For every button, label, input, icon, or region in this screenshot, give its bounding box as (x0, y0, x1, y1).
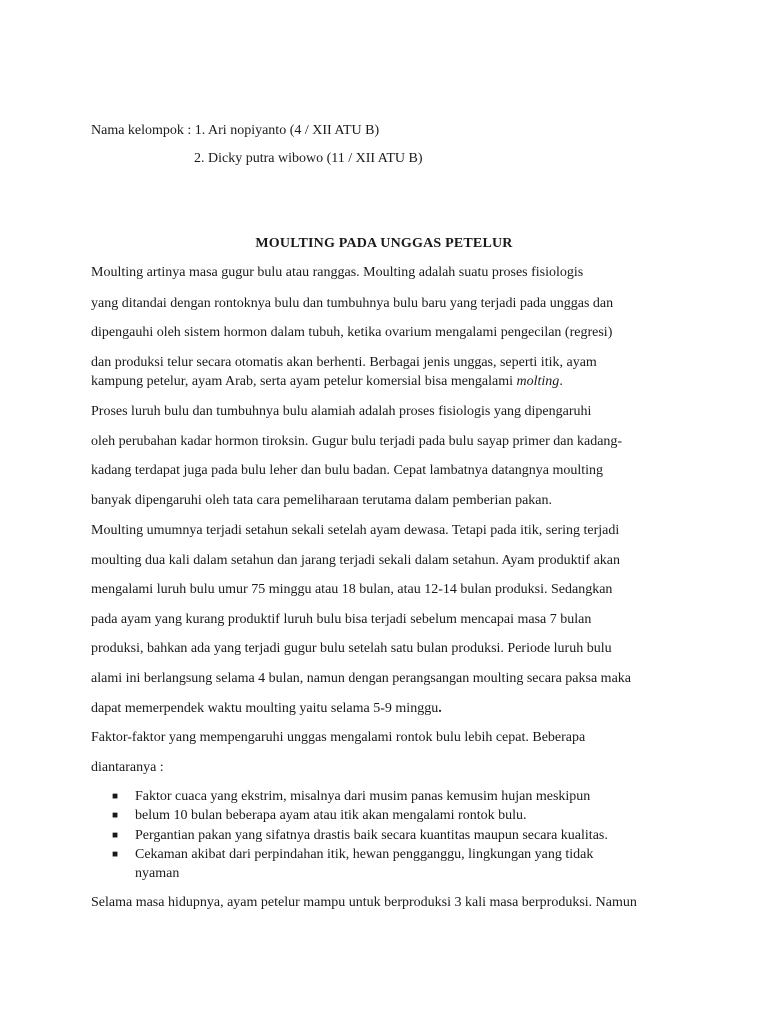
document-title: MOULTING PADA UNGGAS PETELUR (255, 236, 513, 251)
paragraph-1-line-5-end: . (559, 374, 563, 389)
paragraph-5-line-1: Selama masa hidupnya, ayam petelur mampu untuk berproduksi 3 kali masa berproduksi. Namun (91, 895, 637, 910)
paragraph-1-line-4: dan produksi telur secara otomatis akan berhenti. Berbagai jenis unggas, seperti itik, ayam (91, 355, 597, 370)
bullet-icon: ■ (112, 810, 119, 821)
paragraph-3-line-7-end: . (438, 701, 442, 716)
bullet-item-2: belum 10 bulan beberapa ayam atau itik akan mengalami rontok bulu. (135, 808, 527, 823)
paragraph-3-line-1: Moulting umumnya terjadi setahun sekali setelah ayam dewasa. Tetapi pada itik, sering terjadi (91, 523, 620, 538)
paragraph-2-line-2: oleh perubahan kadar hormon tiroksin. Gugur bulu terjadi pada bulu sayap primer dan kadang- (91, 434, 623, 449)
paragraph-3-line-3: mengalami luruh bulu umur 75 minggu atau 18 bulan, atau 12-14 bulan produksi. Sedangkan (91, 582, 613, 597)
molting-italic: molting (516, 374, 560, 389)
bullet-item-1: Faktor cuaca yang ekstrim, misalnya dari musim panas kemusim hujan meskipun (135, 789, 591, 804)
paragraph-1-line-1: Moulting artinya masa gugur bulu atau ranggas. Moulting adalah suatu proses fisiologis (91, 265, 584, 280)
paragraph-2-line-4: banyak dipengaruhi oleh tata cara pemeliharaan terutama dalam pemberian pakan. (91, 493, 553, 508)
bullet-item-4-continued: nyaman (135, 866, 180, 881)
paragraph-1-line-5 (91, 374, 563, 390)
paragraph-4-line-2: diantaranya : (91, 760, 164, 775)
paragraph-3-line-5: produksi, bahkan ada yang terjadi gugur bulu setelah satu bulan produksi. Periode luruh bulu (91, 641, 612, 656)
paragraph-4-line-1: Faktor-faktor yang mempengaruhi unggas mengalami rontok bulu lebih cepat. Beberapa (91, 730, 586, 745)
paragraph-2-line-1: Proses luruh bulu dan tumbuhnya bulu alamiah adalah proses fisiologis yang dipengaruhi (91, 404, 592, 419)
paragraph-1-line-5-text: kampung petelur, ayam Arab, serta ayam petelur komersial bisa mengalami (91, 374, 517, 389)
paragraph-3-line-2: moulting dua kali dalam setahun dan jarang terjadi sekali dalam setahun. Ayam produktif akan (91, 553, 621, 568)
group-members-line-1: Nama kelompok : 1. Ari nopiyanto (4 / XII ATU B) (91, 123, 380, 138)
paragraph-3-line-7-text: dapat memerpendek waktu moulting yaitu selama 5-9 minggu (91, 701, 439, 716)
bullet-icon: ■ (112, 830, 119, 841)
bullet-item-4: Cekaman akibat dari perpindahan itik, hewan pengganggu, lingkungan yang tidak (135, 847, 594, 862)
paragraph-3-line-7 (91, 701, 442, 717)
bullet-item-3: Pergantian pakan yang sifatnya drastis baik secara kuantitas maupun secara kualitas. (135, 828, 608, 843)
paragraph-2-line-3: kadang terdapat juga pada bulu leher dan bulu badan. Cepat lambatnya datangnya moulting (91, 463, 603, 478)
bullet-icon: ■ (112, 791, 119, 802)
paragraph-3-line-6: alami ini berlangsung selama 4 bulan, namun dengan perangsangan moulting secara paksa maka (91, 671, 631, 686)
paragraph-3-line-4: pada ayam yang kurang produktif luruh bulu bisa terjadi sebelum mencapai masa 7 bulan (91, 612, 592, 627)
bullet-icon: ■ (112, 849, 119, 860)
paragraph-1-line-3: dipengauhi oleh sistem hormon dalam tubuh, ketika ovarium mengalami pengecilan (regresi) (91, 325, 613, 340)
paragraph-1-line-2: yang ditandai dengan rontoknya bulu dan tumbuhnya bulu baru yang terjadi pada unggas dan (91, 296, 614, 311)
group-members-line-2: 2. Dicky putra wibowo (11 / XII ATU B) (194, 151, 423, 166)
